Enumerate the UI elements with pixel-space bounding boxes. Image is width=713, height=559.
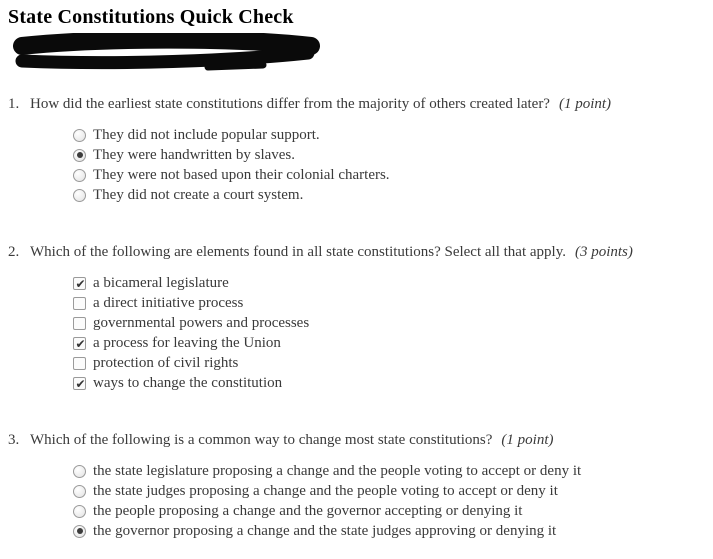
checkbox-input[interactable] [73,297,86,310]
option-row[interactable] [73,481,705,501]
option-label: the governor proposing a change and the state judges approving or denying it [93,523,557,539]
option-label: a direct initiative process [93,295,244,311]
question-text: Which of the following are elements found in all state constitutions? Select all that apply. [30,244,566,260]
option-label: They were not based upon their colonial charters. [93,167,390,183]
question-number: 3. [8,432,20,448]
radio-input[interactable] [73,505,86,518]
radio-input[interactable] [73,189,86,202]
option-label: a process for leaving the Union [93,335,281,351]
option-row[interactable] [73,501,705,521]
option-row[interactable] [73,313,705,333]
checkbox-input[interactable] [73,357,86,370]
option-label: They were handwritten by slaves. [93,147,296,163]
page-title: State Constitutions Quick Check [8,6,294,28]
options-list [73,125,705,205]
questions-container [8,95,705,541]
checkbox-input[interactable] [73,317,86,330]
option-label: governmental powers and processes [93,315,310,331]
question-points: (3 points) [574,244,633,260]
option-label: the state legislature proposing a change and the people voting to accept or deny it [93,463,582,479]
option-label: the state judges proposing a change and the people voting to accept or deny it [93,483,558,499]
question-block [8,431,705,541]
radio-input[interactable] [73,149,86,162]
question-header [8,95,705,114]
question-points: (1 point) [501,432,554,448]
option-row[interactable] [73,273,705,293]
question-block [8,95,705,205]
redaction-scribble [8,33,705,75]
checkbox-input[interactable] [73,277,86,290]
option-label: protection of civil rights [93,355,239,371]
option-row[interactable] [73,125,705,145]
option-label: ways to change the constitution [93,375,283,391]
option-row[interactable] [73,373,705,393]
question-number: 1. [8,96,20,112]
question-text: How did the earliest state constitutions differ from the majority of others created later? [30,96,550,112]
question-points: (1 point) [558,96,612,112]
checkbox-input[interactable] [73,337,86,350]
question-text: Which of the following is a common way to change most state constitutions? [30,432,493,448]
question-header [8,431,705,450]
option-label: They did not create a court system. [93,187,304,203]
options-list [73,461,705,541]
option-row[interactable] [73,521,705,541]
radio-input[interactable] [73,525,86,538]
radio-input[interactable] [73,129,86,142]
option-label: a bicameral legislature [93,275,229,291]
question-block [8,243,705,393]
question-header [8,243,705,262]
options-list [73,273,705,393]
option-label: the people proposing a change and the governor accepting or denying it [93,503,523,519]
option-label: They did not include popular support. [93,127,320,143]
option-row[interactable] [73,165,705,185]
option-row[interactable] [73,293,705,313]
radio-input[interactable] [73,465,86,478]
option-row[interactable] [73,461,705,481]
question-number: 2. [8,244,20,260]
option-row[interactable] [73,333,705,353]
radio-input[interactable] [73,169,86,182]
checkbox-input[interactable] [73,377,86,390]
option-row[interactable] [73,145,705,165]
option-row[interactable] [73,185,705,205]
option-row[interactable] [73,353,705,373]
radio-input[interactable] [73,485,86,498]
